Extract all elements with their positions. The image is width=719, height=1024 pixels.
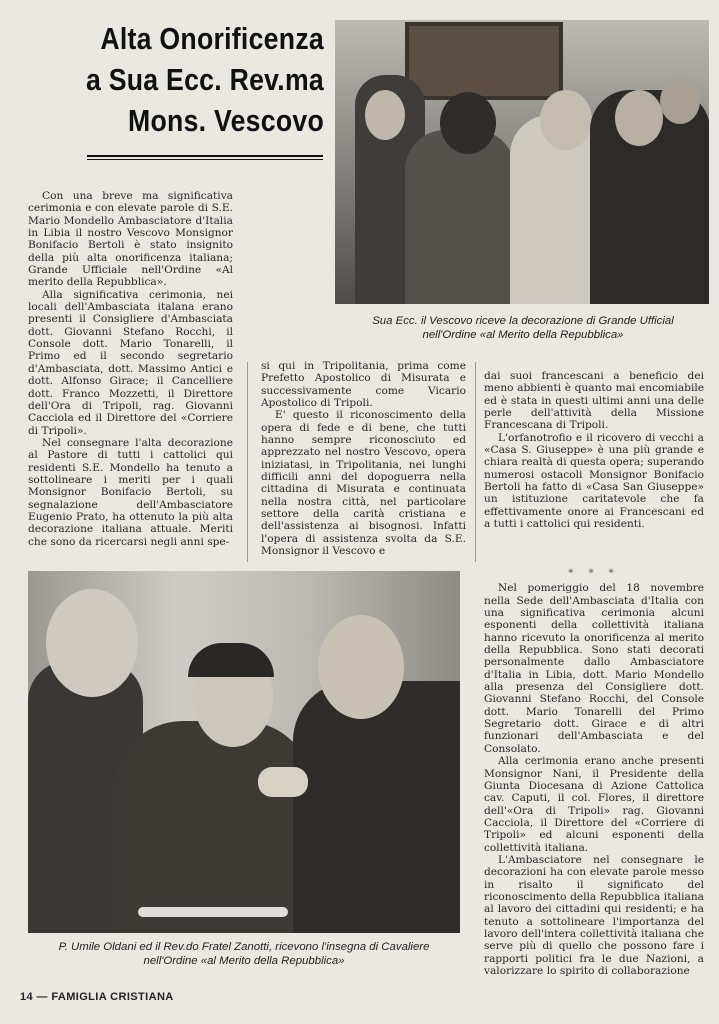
article-column-1 (28, 190, 233, 548)
photo-bishop-decoration (335, 20, 709, 304)
page-footer: 14 — FAMIGLIA CRISTIANA (20, 991, 174, 1003)
column-divider (247, 362, 248, 562)
photo-bottom-caption (20, 940, 468, 968)
paragraph: Alla significativa cerimonia, nei locali dell'Ambasciata italana erano presenti il Consigliere d'Ambasciata dott. Giovanni Stefano Rocchi, il Console dott. Mario Tonarelli, il Primo ed il secondo segretario d'Ambasciata, dott. Massimo Antici e dott. Alfonso Girace; il Cancelliere dott. Franco Mozzetti, il Direttore dell'Ora di Tripoli, rag. Giovanni Cacciola ed il Direttore del «Corriere di Tripoli». (28, 288, 233, 437)
photo-bottom-caption-line-1: P. Umile Oldani ed il Rev.do Fratel Zanotti, ricevono l'insegna di Cavaliere (58, 941, 430, 953)
paragraph: dai suoi francescani a beneficio dei meno abbienti è quanto mai encomiabile ed è stata in questi ultimi anni una delle perle dell'attività della Missione Francescana di Tripoli. (484, 370, 704, 432)
photo-top-caption-line-1: Sua Ecc. il Vescovo riceve la decorazione di Grande Ufficial (372, 315, 674, 327)
photo-top-caption-line-2: nell'Ordine «al Merito della Repubblica» (422, 329, 624, 341)
headline (4, 18, 324, 141)
article-column-4 (484, 562, 704, 977)
headline-rule (87, 155, 323, 160)
paragraph: Alla cerimonia erano anche presenti Monsignor Nani, il Presidente della Giunta Diocesana di Azione Cattolica cav. Caputi, il col. Flores, il direttore dell'«Ora di Tripoli» rag. Giovanni Cacciola, il Direttore del «Corriere di Tripoli» ed alcuni esponenti della collettività italiana. (484, 755, 704, 854)
headline-line-2: a Sua Ecc. Rev.ma (85, 62, 324, 97)
paragraph: L'orfanotrofio e il ricovero di vecchi a «Casa S. Giuseppe» è una più grande e chiara realtà di questa opera; superando numerosi ostacoli Monsignor Bonifacio Bertoli ha fatto di «Casa San Giuseppe» un istituzione caritatevole che fa effettivamente onore ai Francescani ed a tutti i cattolici qui residenti. (484, 431, 704, 531)
paragraph: Nel pomeriggio del 18 novembre nella Sede dell'Ambasciata d'Italia con una significativa cerimonia alcuni esponenti della collettività italiana hanno ricevuto la onorificenza al merito della Repubblica. Sono stati decorati personalmente dallo Ambasciatore d'Italia in Libia, dott. Mario Mondello alla presenza del Consigliere dott. Giovanni Stefano Rocchi, del Console dott. Mario Tonarelli del Primo Segretario dott. Girace e di altri funzionari dell'Ambasciata e del Consolato. (484, 582, 704, 755)
paragraph: Con una breve ma significativa cerimonia e con elevate parole di S.E. Mario Mondello Ambasciatore d'Italia in Libia il nostro Vescovo Monsignor Bonifacio Bertoli è stato insignito della più alta onorificenza italiana; Grande Ufficiale nell'Ordine «Al merito della Repubblica». (28, 190, 233, 289)
article-column-3 (484, 370, 704, 530)
photo-friars-decoration (28, 571, 460, 933)
section-separator: * * * (568, 568, 620, 579)
paragraph: Nel consegnare l'alta decorazione al Pastore di tutti i cattolici qui residenti S.E. Mondello ha tenuto a sottolineare i meriti per i quali Monsignor Bonifacio Bertoli, su segnalazione dell'Ambasciatore Eugenio Prato, ha ottenuto la più alta decorazione italiana attuale. Meriti che sono da ricercarsi negli anni spe- (28, 436, 233, 548)
photo-bottom-caption-line-2: nell'Ordine «al Merito della Repubblica» (143, 955, 345, 967)
paragraph: E' questo il riconoscimento della opera di fede e di bene, che tutti hanno sempre riconosciuto ed apprezzato nel nostro Vescovo, opera iniziatasi, in Tripolitania, nei lunghi difficili anni del dopoguerra nella cittadina di Misurata e continuata nella nostra città, nel particolare settore della carità cristiana e dell'assistenza ai bisognosi. Infatti l'opera di assistenza svolta da S.E. Monsignor il Vescovo e (261, 409, 466, 558)
article-column-2 (261, 360, 466, 558)
headline-line-3: Mons. Vescovo (128, 103, 324, 138)
headline-line-1: Alta Onorificenza (100, 21, 324, 56)
photo-top-caption (333, 314, 713, 342)
paragraph: L'Ambasciatore nel consegnare le decorazioni ha con elevate parole messo in risalto il significato del riconoscimento della Repubblica italiana al lavoro dei cittadini qui residenti; e ha tenuto a sottolineare l'importanza del lavoro dell'intera collettività italiana che serve più di quello che possono fare i rapporti politici fra le due Nazioni, a valorizzare lo spirito di collaborazione (484, 853, 704, 977)
paragraph: si qui in Tripolitania, prima come Prefetto Apostolico di Misurata e successivamente come Vicario Apostolico di Tripoli. (261, 360, 466, 410)
column-divider (475, 362, 476, 562)
